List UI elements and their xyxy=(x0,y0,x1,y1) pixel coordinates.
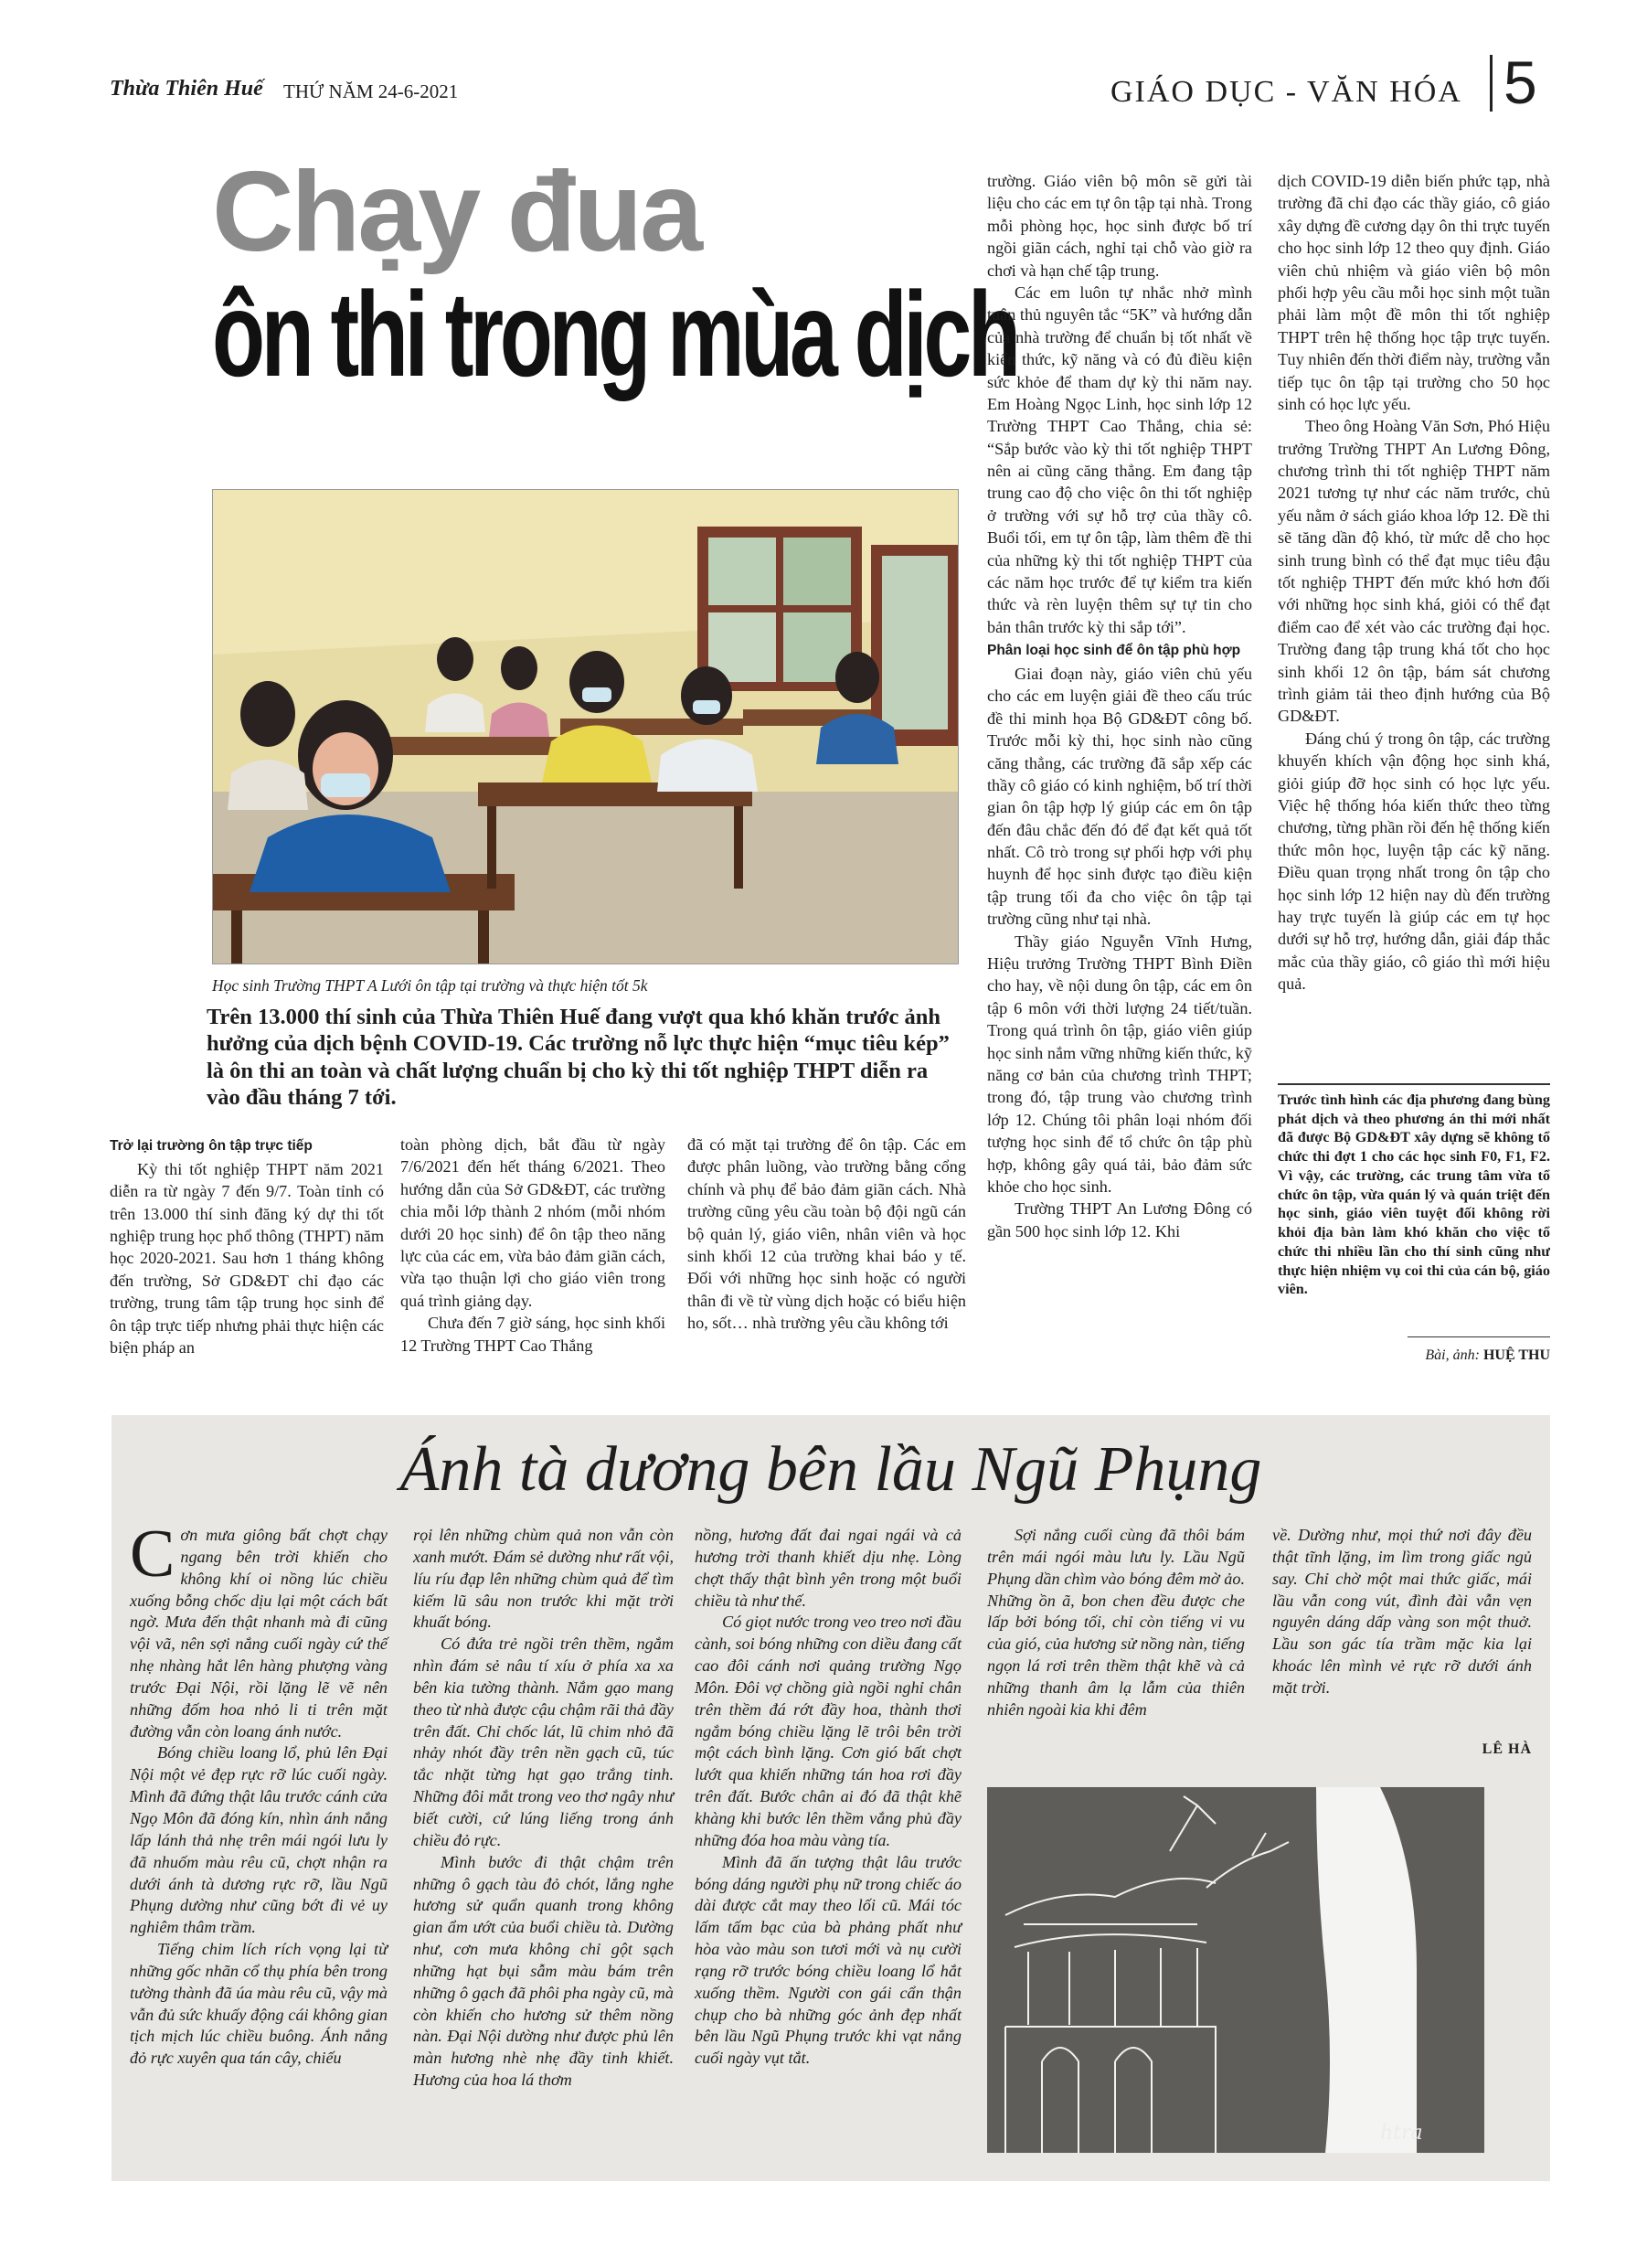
ngu-phung-sketch xyxy=(987,1787,1484,2153)
issue-date: THỨ NĂM 24-6-2021 xyxy=(283,80,459,102)
paragraph: Có giọt nước trong veo treo nơi đầu cành, soi bóng những con diều đang cất cao đôi cánh nơi quảng trường Ngọ Môn. Đôi vợ chồng già ngồi nghỉ chân trên thềm đá rớt đầy hoa, thành thơi ngắm bóng chiều lặng lẽ trôi bên trời một cách bình lặng. Cơn gió bất chợt lướt qua khiến những tán hoa rơi đầy trên đất. Bước chân ai đó đã thật khẽ khàng khi bước lên thềm vắng phủ đầy những đóa hoa màu vàng tía. xyxy=(695,1613,962,1849)
paragraph: Giai đoạn này, giáo viên chủ yếu cho các em luyện giải đề theo cấu trúc đề thi minh họa Bộ GD&ĐT công bố. Trước mỗi kỳ thi, học sinh nào cũng căng thẳng, các trường đã sắp xếp các thầy cô giáo có kinh nghiệm, bố trí thời gian ôn tập hợp lý giúp các em ôn tập đến đâu chắc đến đó để đạt kết quả tốt nhất. Cô trò trong sự phối hợp với phụ huynh để học sinh được tạo điều kiện tập trung tối đa cho việc ôn tập tại trường cũng như tại nhà. xyxy=(987,664,1252,929)
article1-column-3 xyxy=(687,1134,966,1335)
article2-byline: LÊ HÀ xyxy=(1482,1741,1532,1757)
byline-prefix: Bài, ảnh: xyxy=(1425,1347,1480,1363)
article1-column-5 xyxy=(1278,170,1550,995)
paragraph: toàn phòng dịch, bắt đầu từ ngày 7/6/2021 đến hết tháng 6/2021. Theo hướng dẫn của Sở GD&ĐT, các trường chia mỗi lớp thành 2 nhóm (mỗi nhóm dưới 20 học sinh) để ôn tập theo năng lực của các em, vừa bảo đảm giãn cách, vừa tạo thuận lợi cho giáo viên trong quá trình giảng dạy. xyxy=(400,1135,665,1310)
paragraph: Thầy giáo Nguyễn Vĩnh Hưng, Hiệu trưởng Trường THPT Bình Điền cho hay, về nội dung ôn tập, các em ôn tập 6 môn với thời lượng 24 tiết/tuần. Trong quá trình ôn tập, giáo viên giúp học sinh nắm vững những kiến thức, kỹ năng cơ bản của chương trình THPT; trong đó, tập trung vào chương trình lớp 12. Chúng tôi phân loại nhóm đối tượng học sinh để tổ chức ôn tập phù hợp, không gây quá tải, bảo đảm sức khỏe cho học sinh. xyxy=(987,932,1252,1196)
note-divider xyxy=(1278,1083,1550,1085)
page-number: 5 xyxy=(1504,48,1537,116)
paragraph: Chưa đến 7 giờ sáng, học sinh khối 12 Trường THPT Cao Thắng xyxy=(400,1314,665,1355)
article1-note: Trước tình hình các địa phương đang bùng phát dịch và theo phương án thi mới nhất đã được Bộ GD&ĐT xây dựng sẽ không tổ chức thi đợt 1 cho các học sinh F0, F1, F2. Vì vậy, các trường, các trung tâm vừa tổ chức ôn tập, vừa quán lý và quán triệt đến học sinh, giáo viên tuyệt đối không rời khỏi địa bàn làm khó khăn cho việc tổ chức thi nhiều lần cho thí sinh cũng như thực hiện nhiệm vụ coi thi của cán bộ, giáo viên. xyxy=(1278,1091,1550,1298)
article2-column-2 xyxy=(413,1525,674,2092)
paragraph: Theo ông Hoàng Văn Sơn, Phó Hiệu trưởng Trường THPT An Lương Đông, chương trình thi tốt nghiệp THPT năm 2021 tương tự như các năm trước, chủ yếu nằm ở sách giáo khoa lớp 12. Đề thi sẽ tăng dần độ khó, từ mức dễ cho học sinh trung bình có thể đạt mục tiêu đậu tốt nghiệp THPT đến mức khó hơn đối với những học sinh khá, giỏi có thể đạt điểm cao để xét vào các trường đại học. Trường đang tập trung khá tốt cho học sinh khối 12 ôn tập, bám sát chương trình giảm tải theo định hướng của Bộ GD&ĐT. xyxy=(1278,417,1550,726)
drop-cap: C xyxy=(130,1517,175,1592)
paragraph: nồng, hương đất đai ngai ngái và cả hương trời thanh khiết dịu nhẹ. Lòng chợt thấy thật bình yên trong một buổi chiều tà như thế. xyxy=(695,1526,962,1610)
article2-column-1 xyxy=(130,1517,388,2070)
article1-column-2 xyxy=(400,1134,665,1357)
sketch-signature: htra xyxy=(1380,2122,1423,2145)
paragraph: Cơn mưa giông bất chợt chạy ngang bên trời khiến cho không khí oi nồng lúc chiều xuống bỗng chốc dịu lại một cách bất ngờ. Mưa đến thật nhanh mà đi cũng vội vã, nên sợi nắng cuối ngày cứ thế nhẹ nhàng hắt lên hàng phượng vàng trước Đại Nội, rồi lặng lẽ vẽ nên những đốm hoa nhỏ li ti trên mặt đường vẫn còn loang ánh nước. xyxy=(130,1517,388,1741)
paragraph: Trường THPT An Lương Đông có gần 500 học sinh lớp 12. Khi xyxy=(987,1199,1252,1240)
byline-author: HUỆ THU xyxy=(1482,1347,1550,1363)
paragraph: Mình bước đi thật chậm trên những ô gạch tàu đỏ chót, lắng nghe hương sử quẩn quanh trong không gian ẩm ướt của buổi chiều tà. Dường như, cơn mưa không chỉ gột sạch những hạt bụi sẫm màu bám trên những ô gạch đã phôi pha ngày cũ, mà còn khiến cho hương sử thêm nồng nàn. Đại Nội dường như được phủ lên màn hương nhè nhẹ đầy tinh khiết. Hương của hoa lá thơm xyxy=(413,1852,674,2090)
photo-caption: Học sinh Trường THPT A Lưới ôn tập tại trường và thực hiện tốt 5k xyxy=(212,976,648,995)
byline-rule xyxy=(1408,1336,1550,1337)
paragraph: Bóng chiều loang lổ, phủ lên Đại Nội một vẻ đẹp rực rỡ lúc cuối ngày. Mình đã đứng thật lâu trước cánh cửa Ngọ Môn đã đóng kín, nhìn ánh nắng lấp lánh thả nhẹ trên mái ngói lưu ly đã nhuốm màu rêu cũ, chợt nhận ra dưới ánh tà dương rực rỡ, lầu Ngũ Phụng dường như cũng bớt đi vẻ uy nghiêm thâm trầm. xyxy=(130,1743,388,1937)
paragraph: Các em luôn tự nhắc nhở mình tuân thủ nguyên tắc “5K” và hướng dẫn của nhà trường để chuẩn bị tốt nhất về kiến thức, kỹ năng và có đủ điều kiện sức khỏe để tham dự kỳ thi năm nay. Em Hoàng Ngọc Linh, học sinh lớp 12 Trường THPT Cao Thắng, chia sẻ: “Sắp bước vào kỳ thi tốt nghiệp THPT nên ai cũng căng thẳng. Em đang tập trung cao độ cho việc ôn thi tốt nghiệp ở trường với sự hỗ trợ của thầy cô. Buổi tối, em tự ôn tập, làm thêm đề thi của những kỳ thi tốt nghiệp THPT của các năm học trước để tự kiểm tra kiến thức và rèn luyện thêm sự tự tin cho bản thân trước kỳ thi sắp tới”. xyxy=(987,282,1252,636)
section-title: GIÁO DỤC - VĂN HÓA xyxy=(1110,75,1462,109)
article1-column-4 xyxy=(987,170,1252,1242)
publication-name: Thừa Thiên Huế xyxy=(110,77,263,101)
article1-title-line2: ôn thi trong mùa dịch xyxy=(212,267,1017,401)
paragraph: dịch COVID-19 diễn biến phức tạp, nhà trường đã chỉ đạo các thầy giáo, cô giáo xây dựng đề cương dạy ôn thi trực tuyến cho học sinh lớp 12 theo quy định. Giáo viên chủ nhiệm và giáo viên bộ môn phối hợp yêu cầu mỗi học sinh một tuần phải làm một đề môn thi tốt nghiệp THPT trên hệ thống học tập trực tuyến. Tuy nhiên đến thời điểm này, trường vẫn tiếp tục ôn tập tại trường cho 50 học sinh có học lực yếu. xyxy=(1278,172,1550,413)
subhead-return-to-school: Trở lại trường ôn tập trực tiếp xyxy=(110,1138,313,1154)
article1-byline xyxy=(1278,1347,1550,1364)
paragraph: Tiếng chim lích rích vọng lại từ những gốc nhãn cổ thụ phía bên trong tường thành đã úa màu rêu cũ, vậy mà vẫn đủ sức khuấy động cái không gian tịch mịch lúc chiều buông. Ánh nắng đỏ rực xuyên qua tán cây, chiếu xyxy=(130,1940,388,2068)
paragraph: đã có mặt tại trường để ôn tập. Các em được phân luồng, vào trường bằng cổng chính và phụ để bảo đảm giãn cách. Nhà trường cũng yêu cầu toàn bộ đội ngũ cán bộ quản lý, giáo viên, nhân viên và học sinh khối 12 của trường khai báo y tế. Đối với những học sinh hoặc có người thân đi về từ vùng dịch hoặc có biểu hiện ho, sốt… nhà trường yêu cầu không tới xyxy=(687,1135,966,1333)
classroom-photo xyxy=(212,489,959,964)
article1-title-line1: Chạy đua xyxy=(212,149,701,275)
paragraph: rọi lên những chùm quả non vẫn còn xanh mướt. Đám sẻ dường như rất vội, líu ríu đạp lên những chùm quả để tìm kiếm lũ sâu non trước khi mặt trời khuất bóng. xyxy=(413,1526,674,1632)
subhead-classify-students: Phân loại học sinh để ôn tập phù hợp xyxy=(987,643,1241,659)
paragraph: Kỳ thi tốt nghiệp THPT năm 2021 diễn ra từ ngày 7 đến 9/7. Toàn tỉnh có trên 13.000 thí sinh đăng ký dự thi tốt nghiệp trung học phổ thông (THPT) năm học 2020-2021. Sau hơn 1 tháng không đến trường, Sở GD&ĐT chỉ đạo các trường, trung tâm tập trung học sinh để ôn tập trực tiếp nhưng phải thực hiện các biện pháp an xyxy=(110,1159,384,1357)
paragraph: về. Dường như, mọi thứ nơi đây đều thật tĩnh lặng, im lìm trong giấc ngủ say. Chỉ chờ một mai thức giấc, mái lầu vẫn cong vút, đình đài vẫn vẹn nguyên dáng dấp vàng son một thuở. Lầu son gác tía trầm mặc kia lại khoác lên mình vẻ rực rỡ dưới ánh mặt trời. xyxy=(1272,1526,1532,1697)
article2-column-5 xyxy=(1272,1525,1532,1699)
paragraph: trường. Giáo viên bộ môn sẽ gửi tài liệu cho các em tự ôn tập tại nhà. Trong mỗi phòng học, học sinh được bố trí ngồi giãn cách, nghỉ tại chỗ vào giờ ra chơi và hạn chế tập trung. xyxy=(987,172,1252,280)
article1-column-1 xyxy=(110,1134,384,1358)
article1-lead: Trên 13.000 thí sinh của Thừa Thiên Huế đang vượt qua khó khăn trước ảnh hưởng của dịch bệnh COVID-19. Các trường nỗ lực thực hiện “mục tiêu kép” là ôn thi an toàn và chất lượng chuẩn bị cho kỳ thi tốt nghiệp THPT diễn ra vào đầu tháng 7 tới. xyxy=(207,1005,950,1111)
paragraph: Có đứa trẻ ngồi trên thềm, ngắm nhìn đám sẻ nâu tí xíu ở phía xa xa bên kia tường thành. Nắm gạo mang theo từ nhà được cậu chậm rãi thả đầy trên đất. Chỉ chốc lát, lũ chim nhỏ đã nhảy nhót đầy trên nền gạch cũ, túc tắc nhặt từng hạt gạo trắng tinh. Những đôi mắt trong veo thơ ngây như biết cười, cứ lúng liếng trong ánh chiều đỏ rực. xyxy=(413,1634,674,1849)
paragraph: Sợi nắng cuối cùng đã thôi bám trên mái ngói màu lưu ly. Lầu Ngũ Phụng dần chìm vào bóng đêm mờ ảo. Những ồn ã, bon chen đều được che lấp bởi bóng tối, chỉ còn tiếng vi vu của gió, của hương sử nồng nàn, tiếng ngọn lá rơi trên thềm thật khẽ và cả những thanh âm lạ lẫm của thiên nhiên ngoài kia khi đêm xyxy=(987,1526,1245,1719)
article2-title: Ánh tà dương bên lầu Ngũ Phụng xyxy=(399,1434,1262,1505)
article2-column-3 xyxy=(695,1525,962,2070)
header-divider xyxy=(1490,55,1493,112)
article2-column-4 xyxy=(987,1525,1245,1721)
paragraph: Đáng chú ý trong ôn tập, các trường khuyến khích vận động học sinh khá, giỏi giúp đỡ học sinh có học lực yếu. Việc hệ thống hóa kiến thức theo từng chương, từng phần rồi đến hệ thống kiến thức môn học, luyện tập các kỹ năng. Điều quan trọng nhất trong ôn tập cho học sinh lớp 12 hiện nay dù đến trường hay trực tuyến là giúp các em tự học dưới sự hỗ trợ, hướng dẫn, giải đáp thắc mắc của thầy giáo, cô giáo thì mới hiệu quả. xyxy=(1278,729,1550,994)
paragraph: Mình đã ấn tượng thật lâu trước bóng dáng người phụ nữ trong chiếc áo dài được cắt may theo lối cũ. Mái tóc lấm tấm bạc của bà phảng phất như hòa vào màu son tươi mới và nụ cười rạng rỡ trước bóng chiều loang lổ hắt xuống thềm. Người con gái cẩn thận chụp cho bà những góc ảnh đẹp nhất bên lầu Ngũ Phụng trước khi vạt nắng cuối ngày vụt tắt. xyxy=(695,1852,962,2068)
